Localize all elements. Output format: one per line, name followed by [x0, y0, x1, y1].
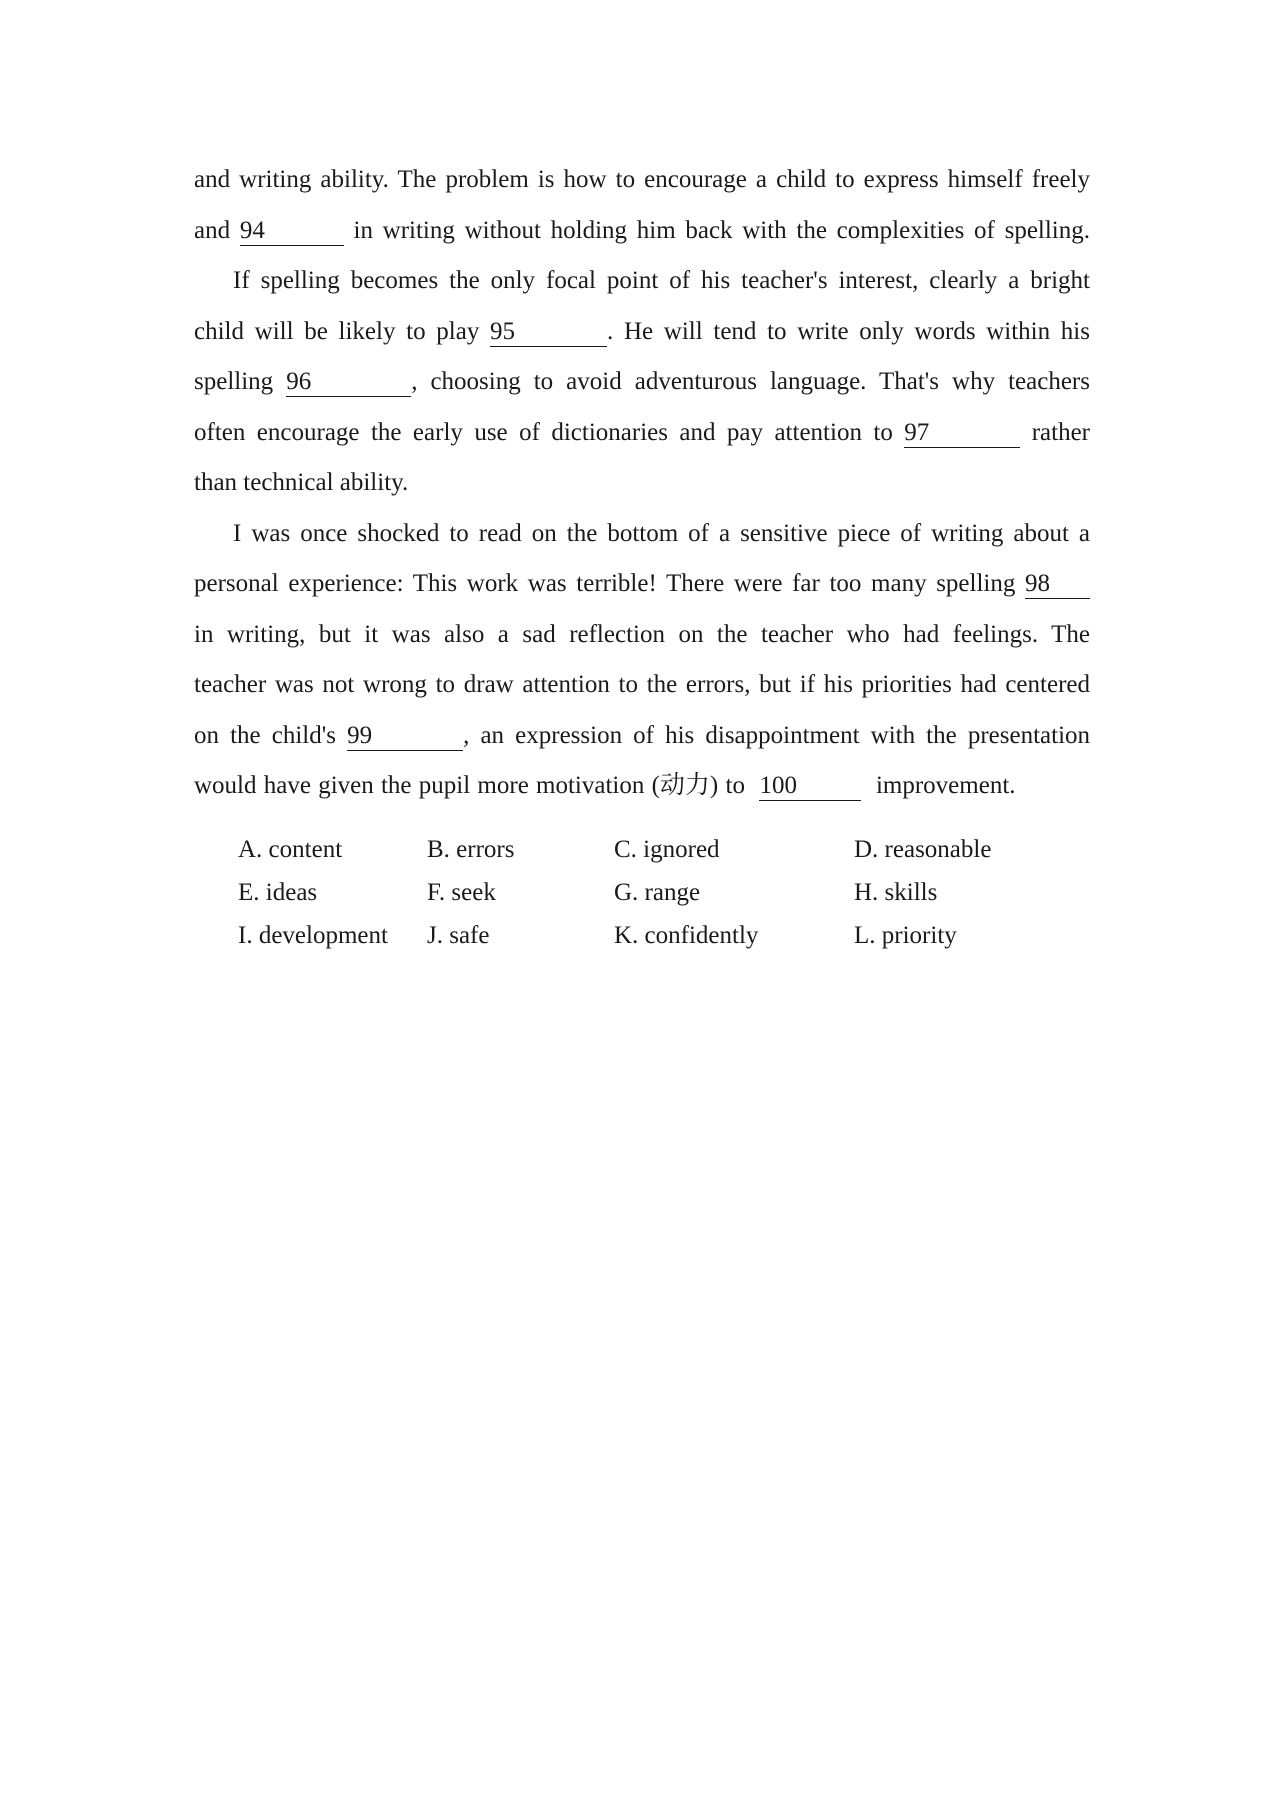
text-line — [194, 761, 1090, 812]
word-bank-row — [238, 871, 1054, 914]
answer-blank-97: 97 — [904, 419, 1020, 448]
text-line — [194, 711, 1090, 762]
word-bank — [238, 828, 1054, 957]
option-e: E. ideas — [238, 878, 318, 906]
answer-blank-99: 99 — [347, 722, 463, 751]
word-bank-row — [238, 914, 1054, 957]
text-fragment: . He will tend to write only words within his — [607, 317, 1090, 345]
option-i: I. development — [238, 921, 388, 949]
text-line: I was once shocked to read on the bottom of a sensitive piece of writing about a — [233, 519, 1090, 547]
text-fragment: , an expression of his disappointment with the presentation — [463, 721, 1091, 749]
paragraph-1 — [194, 155, 1090, 256]
option-c: C. ignored — [614, 835, 720, 863]
text-fragment: child will be likely to play — [194, 317, 480, 345]
text-fragment: and — [194, 216, 231, 244]
text-fragment: often encourage the early use of dictionaries and pay attention to — [194, 418, 893, 446]
answer-blank-94: 94 — [240, 217, 344, 246]
text-line: than technical ability. — [194, 469, 409, 496]
answer-blank-100: 100 — [759, 772, 861, 801]
option-b: B. errors — [427, 835, 515, 863]
text-line: and writing ability. The problem is how to encourage a child to express himself freely — [194, 166, 1090, 193]
answer-blank-95: 95 — [490, 318, 607, 347]
text-line — [194, 408, 1090, 459]
text-fragment: spelling — [194, 368, 274, 395]
option-a: A. content — [238, 835, 343, 863]
option-h: H. skills — [854, 878, 938, 906]
passage — [194, 155, 1090, 812]
answer-blank-98: 98 — [1025, 570, 1090, 599]
text-fragment: improvement. — [875, 772, 1016, 799]
word-bank-row — [238, 828, 1054, 871]
text-line: teacher was not wrong to draw attention to the errors, but if his priorities had centered — [194, 671, 1090, 698]
text-line — [194, 206, 1090, 257]
text-line — [194, 357, 1090, 408]
option-l: L. priority — [854, 921, 957, 949]
text-fragment: personal experience: This work was terrible! There were far too many spelling — [194, 570, 1016, 597]
option-j: J. safe — [427, 921, 490, 949]
paragraph-2 — [194, 256, 1090, 509]
text-fragment: rather — [1031, 418, 1090, 446]
option-g: G. range — [614, 878, 701, 906]
text-fragment: in writing without holding him back with the complexities of spelling. — [353, 216, 1090, 244]
option-k: K. confidently — [614, 921, 759, 949]
text-line — [194, 307, 1090, 358]
text-fragment: would have given the pupil more motivation (动力) to — [194, 772, 745, 799]
text-fragment: , choosing to avoid adventurous language. That's why teachers — [411, 368, 1090, 395]
option-d: D. reasonable — [854, 835, 992, 863]
text-fragment: on the child's — [194, 721, 336, 749]
text-line: If spelling becomes the only focal point of his teacher's interest, clearly a bright — [233, 267, 1090, 294]
option-f: F. seek — [427, 878, 496, 906]
text-line — [194, 559, 1090, 610]
paragraph-3 — [194, 509, 1090, 812]
answer-blank-96: 96 — [286, 368, 411, 397]
text-line: in writing, but it was also a sad reflection on the teacher who had feelings. The — [194, 620, 1090, 648]
